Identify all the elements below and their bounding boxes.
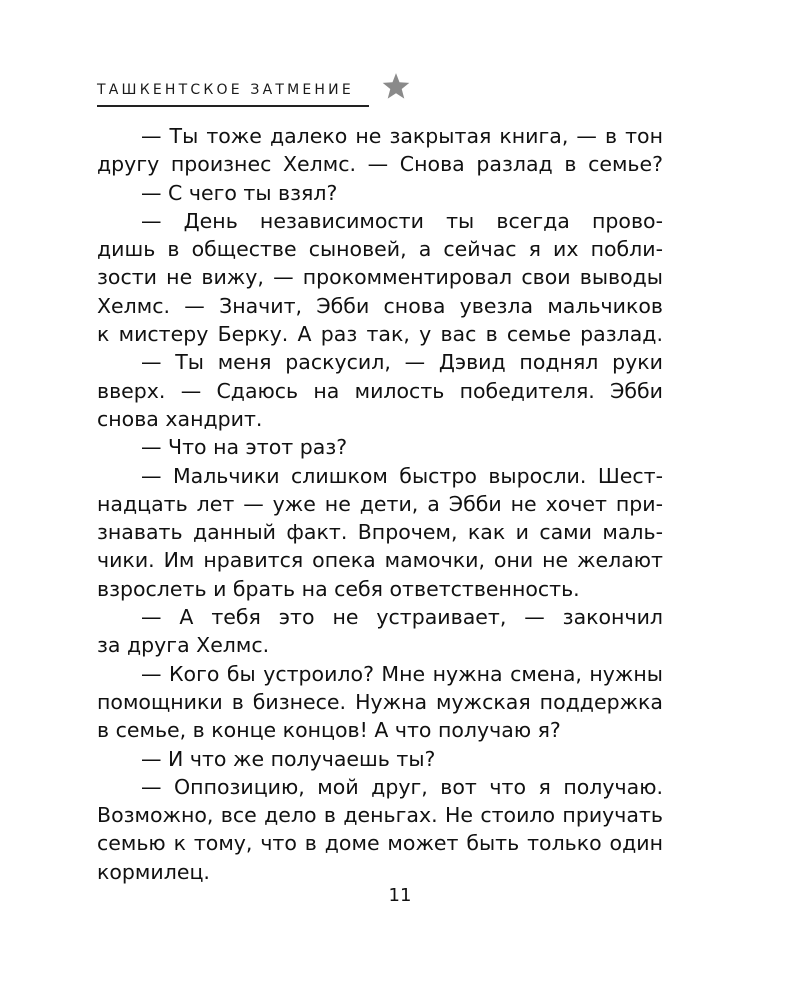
text-line: кормилец. [97,859,210,884]
text-line: к мистеру Берку. А раз так, у вас в семье разлад. [97,322,663,347]
text-line: вверх. — Сдаюсь на милость победителя. Эбби [97,378,663,403]
text-line: — Оппозицию, мой друг, вот что я получаю. [141,774,663,799]
text-line: знавать данный факт. Впрочем, как и сами маль- [97,520,663,545]
text-line: дишь в обществе сыновей, а сейчас я их побли- [97,237,663,262]
running-header [97,68,409,108]
running-title: ТАШКЕНТСКОЕ ЗАТМЕНИЕ [97,82,354,98]
text-line: — Что на этот раз? [141,435,348,460]
header-rule [97,105,369,107]
text-line: снова хандрит. [97,406,263,431]
text-line: — С чего ты взял? [141,180,338,205]
text-line: другу произнес Хелмс. — Снова разлад в семье? [97,152,663,177]
star-icon-shape [383,73,410,98]
body-text [97,122,663,886]
text-line: — Мальчики слишком быстро выросли. Шест- [141,463,663,488]
text-line: семью к тому, что в доме может быть только один [97,831,663,856]
text-line: в семье, в конце концов! А что получаю я? [97,718,561,743]
text-line: — А тебя это не устраивает, — закончил [141,605,663,630]
text-line: Возможно, все дело в деньгах. Не стоило приучать [97,803,663,828]
text-line: зости не вижу, — прокомментировал свои выводы [97,265,663,290]
text-line: взрослеть и брать на себя ответственность. [97,576,580,601]
page-number: 11 [388,885,412,906]
text-line: за друга Хелмс. [97,633,270,658]
text-line: — Ты тоже далеко не закрытая книга, — в тон [141,124,663,148]
text-line: помощники в бизнесе. Нужна мужская поддержка [97,689,663,714]
star-icon [382,72,410,100]
text-line: Хелмс. — Значит, Эбби снова увезла мальчиков [97,293,663,318]
text-line: чики. Им нравится опека мамочки, они не желают [97,548,663,573]
text-line: — Кого бы устроило? Мне нужна смена, нужны [141,661,663,686]
text-line: — Ты меня раскусил, — Дэвид поднял руки [141,350,663,375]
text-line: — И что же получаешь ты? [141,746,436,771]
text-line: — День независимости ты всегда прово- [141,208,663,233]
text-line: надцать лет — уже не дети, а Эбби не хочет при- [97,491,663,516]
